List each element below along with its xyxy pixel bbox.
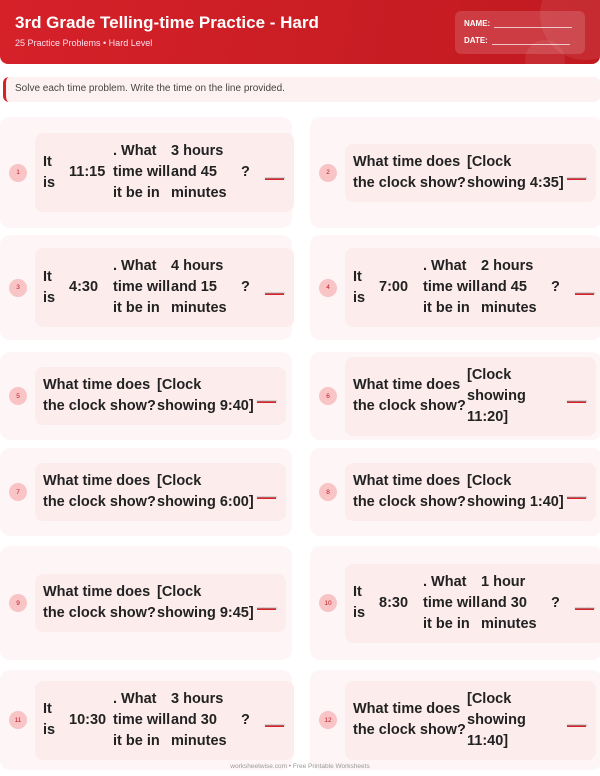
problem-text: [Clock showing 11:20] [467,366,526,425]
problem-box [345,564,600,643]
answer-blank[interactable]: ___ [257,594,276,609]
problem-text: What time does the clock show? [43,584,156,621]
problem-text: [Clock showing 6:00] [157,473,254,510]
problem-text: What time does the clock show? [353,377,466,414]
problem-text: . What time will it be in [113,143,171,201]
problem-number-badge: 7 [9,483,27,501]
problem-text: [Clock showing 11:40] [467,690,526,749]
problem-text: . What time will it be in [113,690,171,749]
name-line[interactable] [494,20,572,28]
problem-card [310,117,600,228]
name-date-box [455,11,585,54]
problem-text: 4:30 [69,279,99,295]
problem-text: 11:15 [69,164,106,180]
problem-text: [Clock showing 1:40] [467,473,564,510]
problem-box [35,367,286,425]
problem-text: 10:30 [69,711,107,728]
problem-text: [Clock showing 4:35] [467,153,564,191]
instructions: Solve each time problem. Write the time on the line provided. [3,77,600,102]
problem-text: 4 hours and 15 minutes [171,258,227,316]
problem-card [0,117,292,228]
date-line[interactable] [492,37,570,45]
problem-text: It is [353,584,366,621]
problem-box [345,357,596,436]
problem-box [35,248,294,327]
footer: worksheetwise.com • Free Printable Worksheets [230,763,370,770]
problem-text: . What time will it be in [423,258,481,316]
problem-box [345,144,596,202]
answer-blank[interactable]: ___ [265,711,284,726]
problem-text: It is [43,701,56,738]
problem-number-badge: 6 [319,387,337,405]
problem-card [310,448,600,536]
name-label: NAME: [464,19,491,28]
worksheet-header [0,0,600,64]
problem-text: ? [241,164,250,180]
problem-text: What time does the clock show? [353,153,466,191]
problem-box [345,248,600,327]
problem-box [35,463,286,521]
problem-card [0,235,292,340]
problem-box [345,463,596,521]
problem-number-badge: 8 [319,483,337,501]
problem-text: 8:30 [379,594,409,611]
problem-card [0,448,292,536]
problem-card [0,670,292,770]
problem-text: 7:00 [379,279,409,295]
problem-text: 3 hours and 30 minutes [171,690,227,749]
problem-text: 3 hours and 45 minutes [171,143,227,201]
problem-card [310,352,600,440]
answer-blank[interactable]: ___ [567,711,586,726]
answer-blank[interactable]: ___ [575,594,594,609]
answer-blank[interactable]: ___ [575,278,594,294]
problem-card [0,352,292,440]
answer-blank[interactable]: ___ [265,163,284,179]
problem-number-badge: 3 [9,279,27,297]
problem-text: What time does the clock show? [353,701,466,738]
problem-card [310,546,600,660]
problem-box [345,681,596,760]
problem-text: It is [43,153,56,191]
page-subtitle: 25 Practice Problems • Hard Level [15,38,153,48]
problem-text: . What time will it be in [113,258,171,316]
problem-text: 1 hour and 30 minutes [481,573,537,632]
problem-number-badge: 9 [9,594,27,612]
problem-text: . What time will it be in [423,573,481,632]
answer-blank[interactable]: ___ [265,278,284,294]
problem-text: What time does the clock show? [353,473,466,510]
problem-number-badge: 10 [319,594,337,612]
problem-card [310,670,600,770]
problem-box [35,133,294,212]
answer-blank[interactable]: ___ [567,387,586,402]
problem-text: [Clock showing 9:40] [157,377,254,414]
page-title: 3rd Grade Telling-time Practice - Hard [15,13,319,32]
problem-number-badge: 1 [9,164,27,182]
problem-number-badge: 11 [9,711,27,729]
problem-card [310,235,600,340]
problem-text: ? [241,711,250,728]
problem-box [35,574,286,632]
answer-blank[interactable]: ___ [257,387,276,402]
problem-text: What time does the clock show? [43,377,156,414]
problem-text: It is [353,268,366,306]
problem-text: ? [551,594,560,611]
answer-blank[interactable]: ___ [567,163,586,179]
problem-number-badge: 2 [319,164,337,182]
date-label: DATE: [464,36,488,45]
problem-text: What time does the clock show? [43,473,156,510]
problem-card [0,546,292,660]
problem-text: ? [241,279,250,295]
answer-blank[interactable]: ___ [567,483,586,498]
problem-number-badge: 4 [319,279,337,297]
problem-text: It is [43,268,56,306]
problem-number-badge: 5 [9,387,27,405]
answer-blank[interactable]: ___ [257,483,276,498]
problem-text: [Clock showing 9:45] [157,584,254,621]
problem-box [35,681,294,760]
problem-text: ? [551,279,560,295]
problem-number-badge: 12 [319,711,337,729]
problem-text: 2 hours and 45 minutes [481,258,537,316]
